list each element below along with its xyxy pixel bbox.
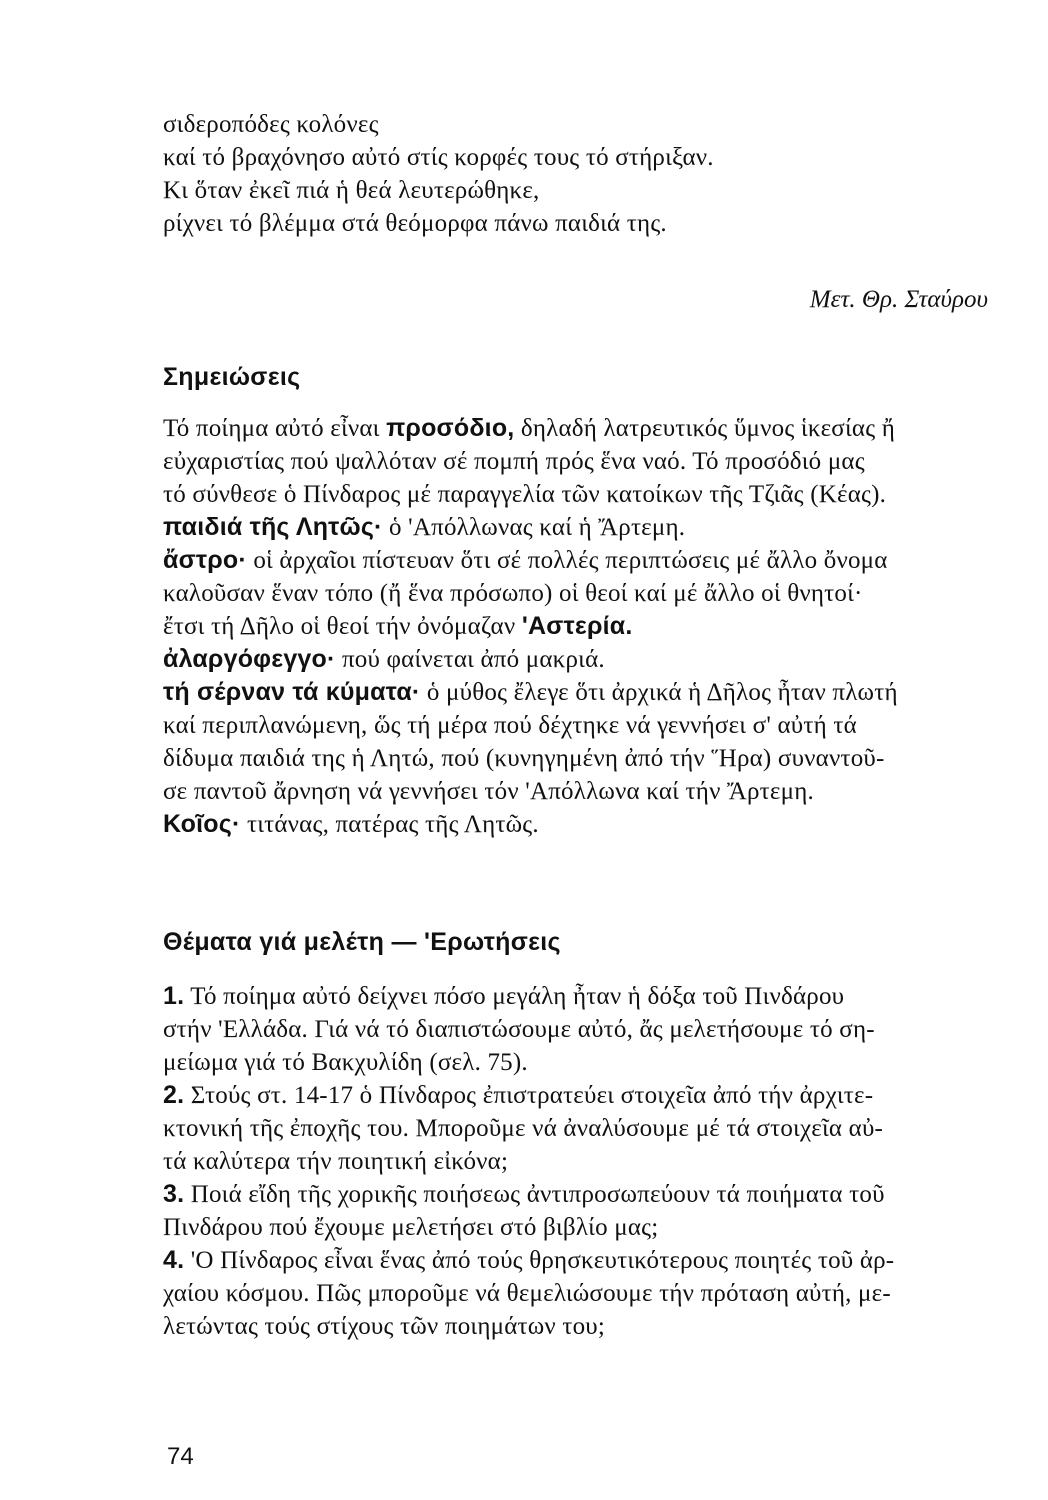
term: ἄστρο· [163,546,247,574]
question-number: 3. [163,1180,185,1208]
notes-line: Τό ποίημα αὐτό εἶναι προσόδιο, δηλαδή λατρευτικός ὕμνος ἱκεσίας ἤ [163,414,896,442]
question-line: κτονική τῆς ἐποχῆς του. Μποροῦμε νά ἀναλύσουμε μέ τά στοιχεῖα αὐ- [163,1115,884,1142]
note-entry: ἄστρο· οἱ ἀρχαῖοι πίστευαν ὅτι σέ πολλές περιπτώσεις μέ ἄλλο ὄνομα [163,546,888,574]
term: Κοῖος· [163,810,241,838]
study-heading: Θέματα γιά μελέτη — 'Ερωτήσεις [163,928,561,956]
notes-line: καί περιπλανώμενη, ὥς τή μέρα πού δέχτηκε νά γεννήσει σ' αὐτή τά [163,712,857,739]
poem-line: ρίχνει τό βλέμμα στά θεόμορφα πάνω παιδιά της. [163,210,667,237]
question-number: 2. [163,1081,185,1109]
question-line: 4. 'Ο Πίνδαρος εἶναι ἕνας ἀπό τούς θρησκευτικότερους ποιητές τοῦ ἀρ- [163,1246,895,1274]
notes-line: τό σύνθεσε ὁ Πίνδαρος μέ παραγγελία τῶν κατοίκων τῆς Τζιᾶς (Κέας). [163,481,887,508]
note-entry: ἀλαργόφεγγο· πού φαίνεται ἀπό μακριά. [163,645,605,673]
notes-heading: Σημειώσεις [163,363,301,391]
question-line: Πινδάρου πού ἔχουμε μελετήσει στό βιβλίο μας; [163,1214,659,1241]
question-line: λετώντας τούς στίχους τῶν ποιημάτων του; [163,1313,606,1340]
poem-line: σιδεροπόδες κολόνες [163,111,379,138]
notes-line: ἔτσι τή Δῆλο οἱ θεοί τήν ὀνόμαζαν 'Αστερία. [163,612,633,640]
note-entry: Κοῖος· τιτάνας, πατέρας τῆς Λητῶς. [163,810,539,838]
question-number: 1. [163,982,185,1010]
study-questions [163,980,993,1343]
notes-line: δίδυμα παιδιά της ἡ Λητώ, πού (κυνηγημένη ἀπό τήν Ἥρα) συναντοῦ- [163,745,885,772]
notes-line: εὐχαριστίας πού ψαλλόταν σέ πομπή πρός ἕνα ναό. Τό προσόδιό μας [163,448,865,475]
note-entry: τή σέρναν τά κύματα· ὁ μύθος ἔλεγε ὅτι ἀρχικά ἡ Δῆλος ἦταν πλωτή [163,678,898,706]
poem-excerpt [163,108,993,240]
poem-line: Κι ὅταν ἐκεῖ πιά ἡ θεά λευτερώθηκε, [163,177,540,204]
question-line: 1. Τό ποίημα αὐτό δείχνει πόσο μεγάλη ἦταν ἡ δόξα τοῦ Πινδάρου [163,982,845,1010]
question-line: 3. Ποιά εἴδη τῆς χορικῆς ποιήσεως ἀντιπροσωπεύουν τά ποιήματα τοῦ [163,1180,885,1208]
question-number: 4. [163,1246,185,1274]
question-line: 2. Στούς στ. 14-17 ὁ Πίνδαρος ἐπιστρατεύει στοιχεῖα ἀπό τήν ἀρχιτε- [163,1081,874,1109]
term: 'Αστερία. [521,612,633,640]
question-line: τά καλύτερα τήν ποιητική εἰκόνα; [163,1148,509,1175]
notes-line: καλοῦσαν ἕναν τόπο (ἤ ἕνα πρόσωπο) οἱ θεοί καί μέ ἄλλο οἱ θνητοί· [163,580,863,607]
term: τή σέρναν τά κύματα· [163,678,421,706]
translator-credit: Μετ. Θρ. Σταύρου [809,286,988,313]
question-line: στήν 'Ελλάδα. Γιά νά τό διαπιστώσουμε αὐτό, ἄς μελετήσουμε τό ση- [163,1016,875,1043]
term: προσόδιο, [386,414,515,442]
notes-section [163,412,993,841]
question-line: χαίου κόσμου. Πῶς μποροῦμε νά θεμελιώσουμε τήν πρόταση αὐτή, με- [163,1280,891,1307]
poem-line: καί τό βραχόνησο αὐτό στίς κορφές τους τό στήριξαν. [163,144,714,171]
notes-line: σε παντοῦ ἄρνηση νά γεννήσει τόν 'Απόλλωνα καί τήν Ἄρτεμη. [163,778,814,805]
term: παιδιά τῆς Λητῶς· [163,513,383,541]
term: ἀλαργόφεγγο· [163,645,336,673]
question-line: μείωμα γιά τό Βακχυλίδη (σελ. 75). [163,1049,528,1076]
page-number: 74 [167,1443,194,1470]
note-entry: παιδιά τῆς Λητῶς· ὁ 'Απόλλωνας καί ἡ Ἄρτεμη. [163,513,686,541]
